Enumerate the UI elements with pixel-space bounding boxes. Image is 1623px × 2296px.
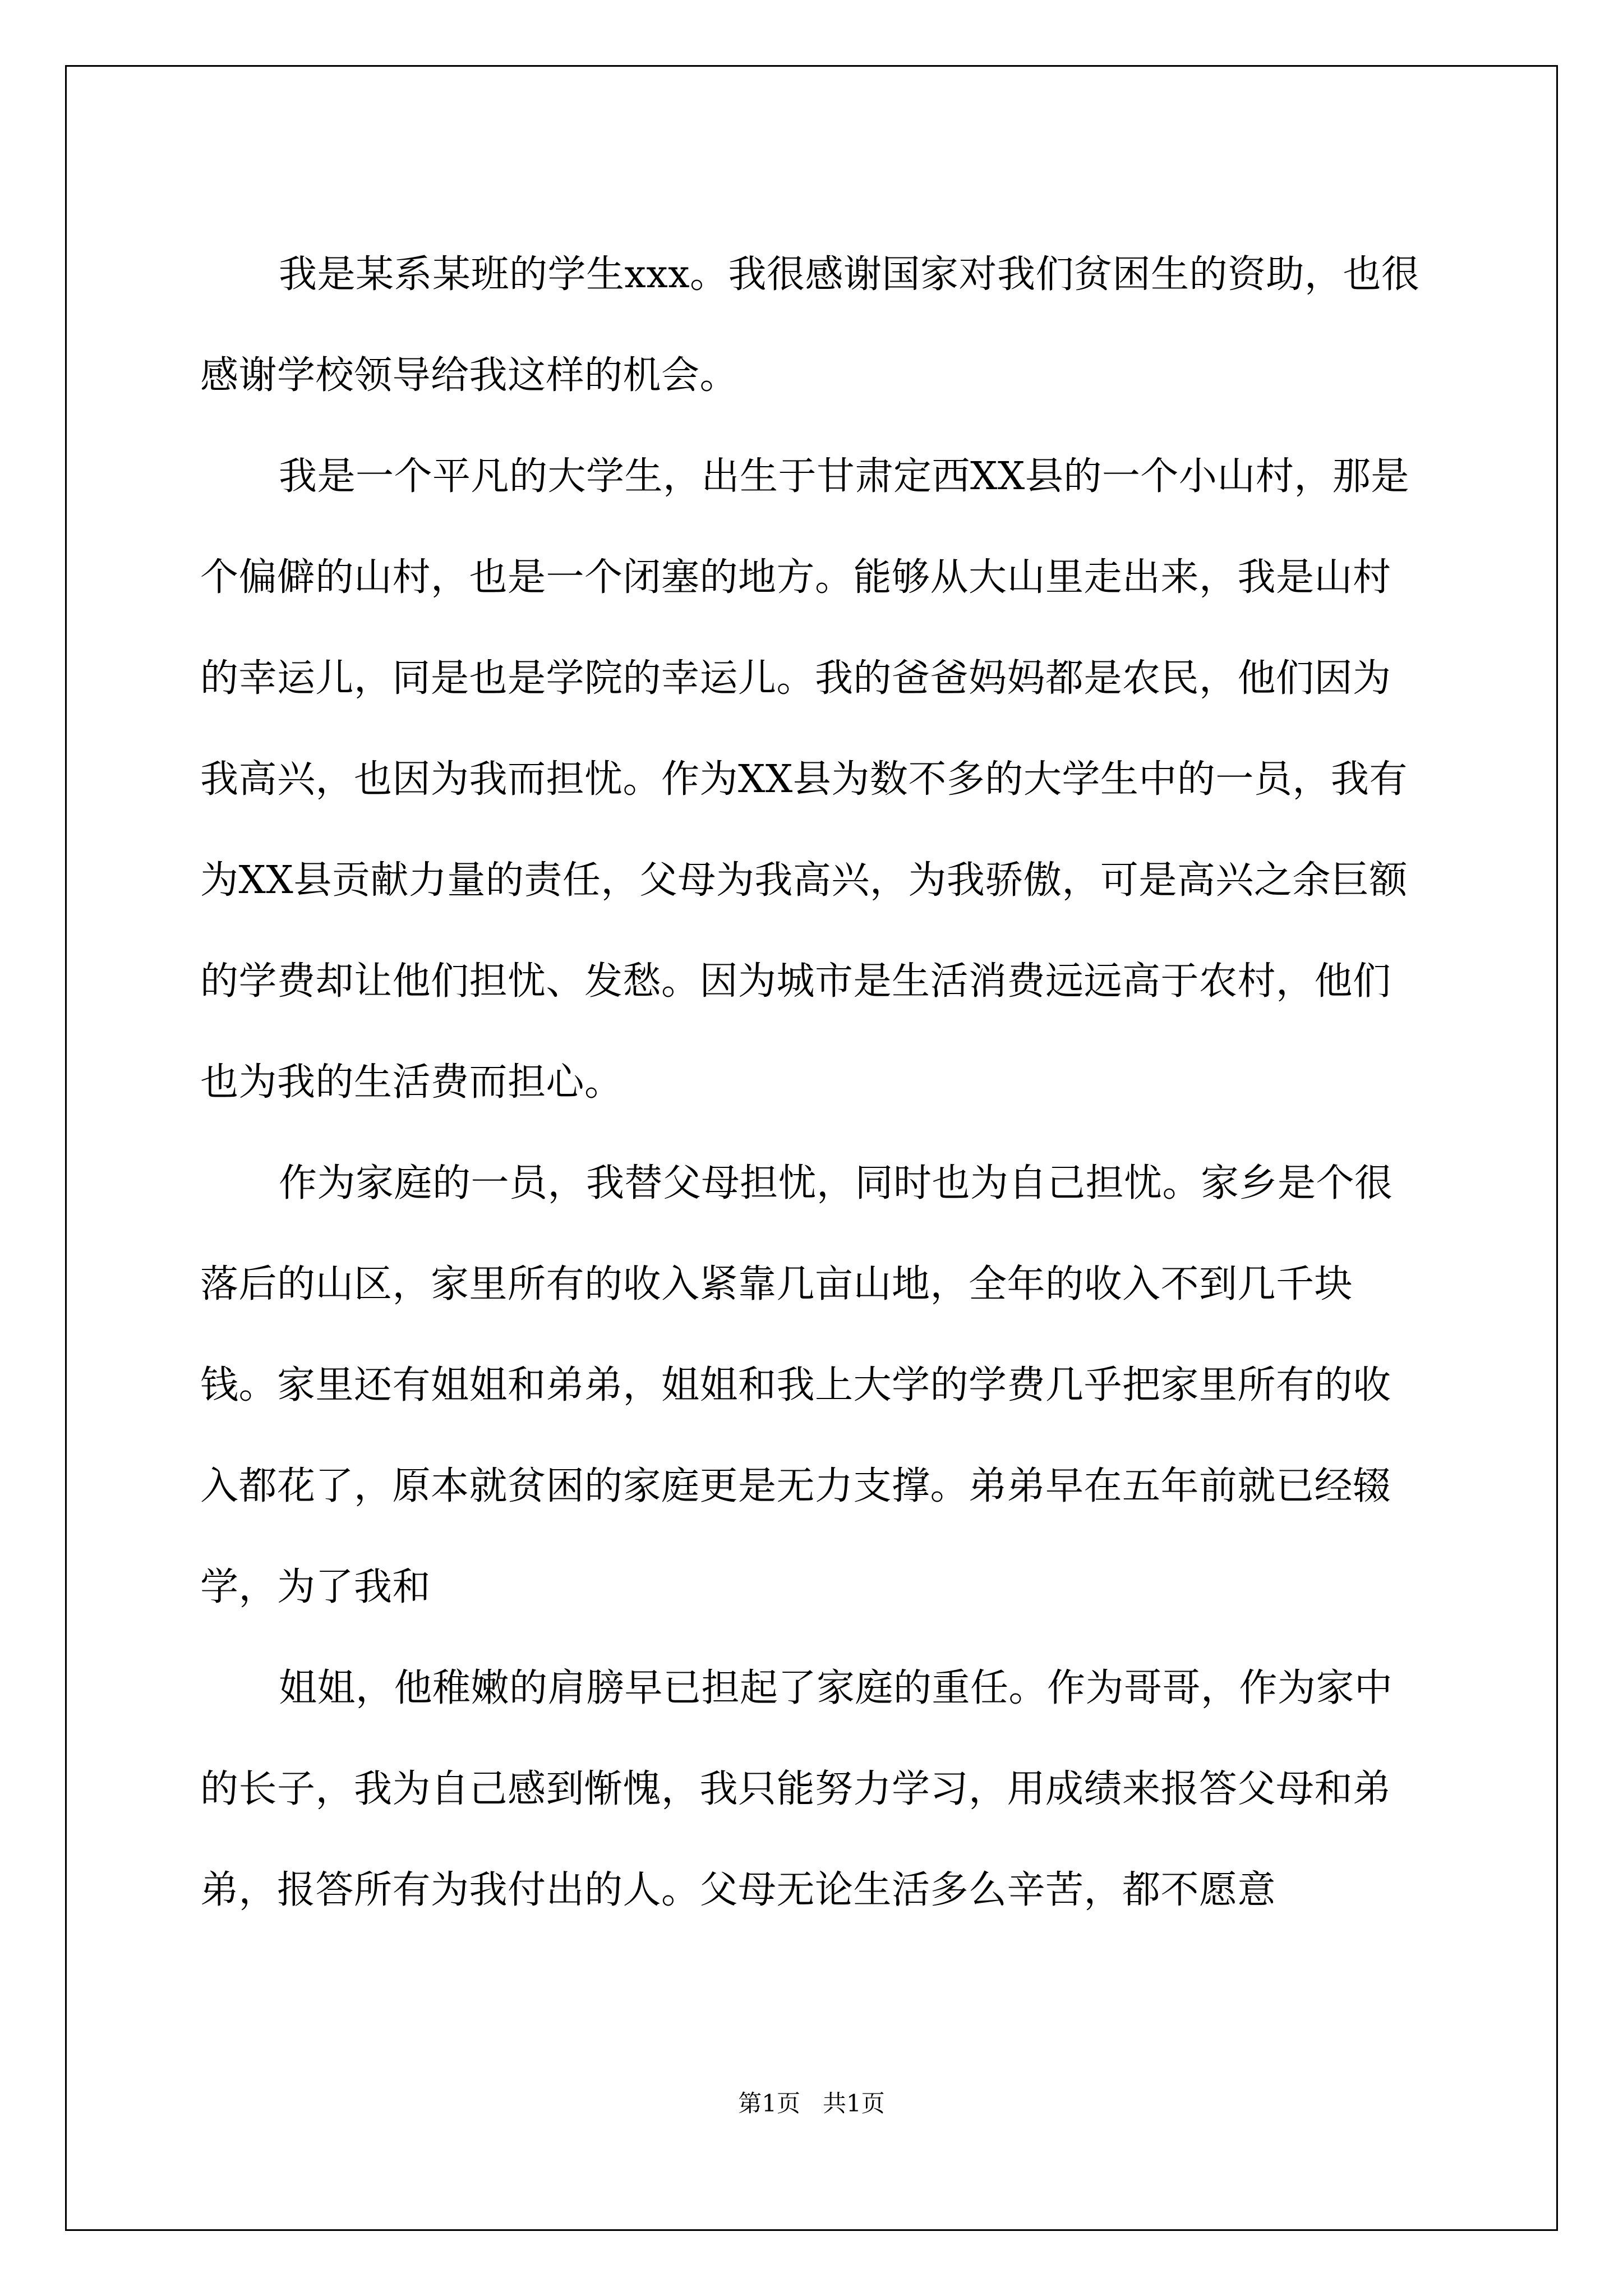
- page-number-total: 共1页: [823, 2090, 885, 2117]
- paragraph-4: 姐姐，他稚嫩的肩膀早已担起了家庭的重任。作为哥哥，作为家中的长子，我为自己感到惭愧，我只能努力学习，用成绩来报答父母和弟弟，报答所有为我付出的人。父母无论生活多么辛苦，都不愿意: [200, 1666, 1393, 1912]
- paragraph-3: 作为家庭的一员，我替父母担忧，同时也为自己担忧。家乡是个很落后的山区，家里所有的收入紧靠几亩山地，全年的收入不到几千块钱。家里还有姐姐和弟弟，姐姐和我上大学的学费几乎把家里所有的收入都花了，原本就贫困的家庭更是无力支撑。弟弟早在五年前就已经辍学，为了我和: [200, 1161, 1393, 1609]
- page-footer: [0, 2087, 1623, 2120]
- paragraph-2: 我是一个平凡的大学生，出生于甘肃定西XX县的一个小山村，那是个偏僻的山村，也是一个闭塞的地方。能够从大山里走出来，我是山村的幸运儿，同是也是学院的幸运儿。我的爸爸妈妈都是农民，他们因为我高兴，也因为我而担忧。作为XX县为数不多的大学生中的一员，我有为XX县贡献力量的责任，父母为我高兴，为我骄傲，可是高兴之余巨额的学费却让他们担忧、发愁。因为城市是生活消费远远高于农村，他们也为我的生活费而担心。: [200, 454, 1409, 1105]
- page-number-current: 第1页: [738, 2090, 800, 2117]
- paragraph-1: 我是某系某班的学生xxx。我很感谢国家对我们贫困生的资助，也很感谢学校领导给我这样的机会。: [200, 252, 1420, 398]
- document-body: [200, 224, 1428, 1941]
